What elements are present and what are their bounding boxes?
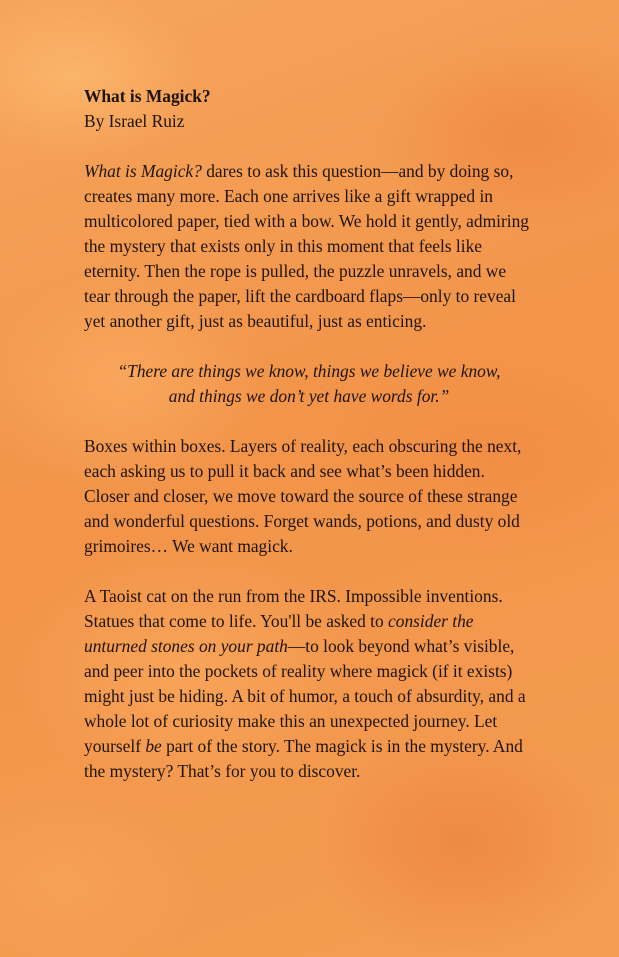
paragraph-text-part-1: A Taoist cat on the run from the IRS. Impossible inventions. Statues that come to life. You'll be asked to <box>84 586 503 631</box>
author-byline: By Israel Ruiz <box>84 111 185 131</box>
emphasis-be: be <box>145 736 162 756</box>
book-title-emphasis: What is Magick? <box>84 161 202 181</box>
pull-quote <box>84 359 534 409</box>
paragraph-intro-text: dares to ask this question—and by doing so, creates many more. Each one arrives like a gift wrapped in multicolored paper, tied with a bow. We hold it gently, admiring the mystery that exists only in this moment that feels like eternity. Then the rope is pulled, the puzzle unravels, and we tear through the paper, lift the cardboard flaps—only to reveal yet another gift, just as beautiful, just as enticing. <box>84 161 529 331</box>
paragraph-text-part-3: part of the story. The magick is in the mystery. And the mystery? That’s for you to discover. <box>84 736 523 781</box>
document-body <box>84 84 534 809</box>
paragraph-boxes: Boxes within boxes. Layers of reality, each obscuring the next, each asking us to pull it back and see what’s been hidden. Closer and closer, we move toward the source of these strange and wonderful questions. Forget wands, potions, and dusty old grimoires… We want magick. <box>84 436 522 556</box>
pull-quote-line-1: “There are things we know, things we believe we know, <box>117 361 501 381</box>
document-title: What is Magick? <box>84 86 211 106</box>
paragraph-intro <box>84 159 534 334</box>
paragraph-taoist-cat <box>84 584 534 784</box>
paragraph-text-part-2: —to look beyond what’s visible, and peer into the pockets of reality where magick (if it exists) might just be hiding. A bit of humor, a touch of absurdity, and a whole lot of curiosity make this an unexpected journey. Let yourself <box>84 636 526 756</box>
emphasis-unturned-stones: consider the unturned stones on your path <box>84 611 474 656</box>
pull-quote-line-2: and things we don’t yet have words for.” <box>168 386 450 406</box>
